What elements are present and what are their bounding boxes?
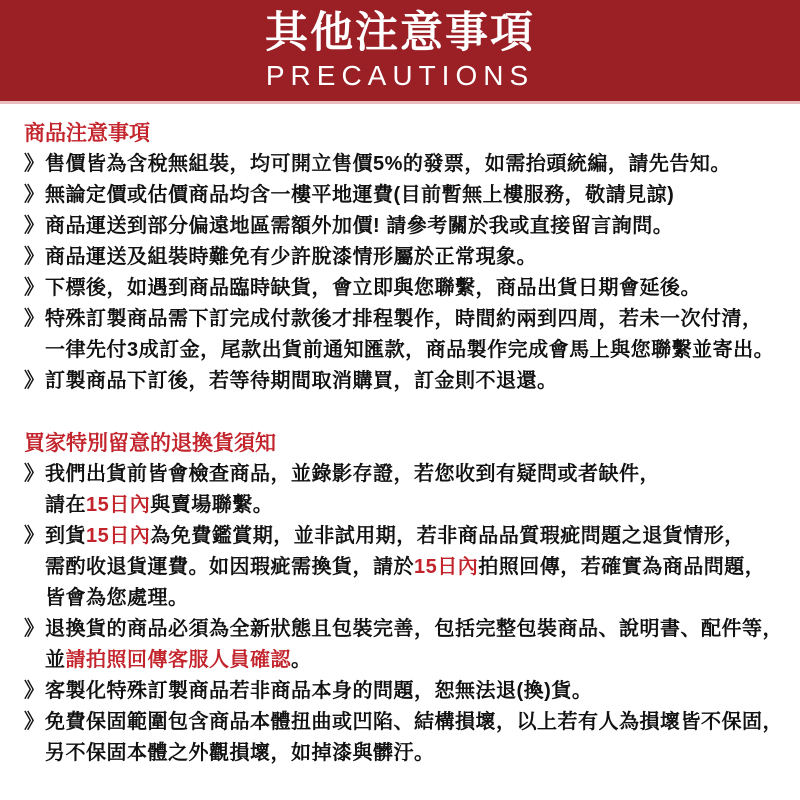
text-segment: 下標後，如遇到商品臨時缺貨，會立即與您聯繫，商品出貨日期會延後。 — [45, 277, 701, 299]
bullet-item — [24, 304, 784, 366]
banner — [0, 0, 800, 104]
bullet-marker-icon: 》 — [24, 308, 44, 330]
bullet-line — [45, 211, 784, 242]
bullet-lines — [45, 180, 784, 211]
bullet-line — [45, 521, 784, 552]
bullet-item — [24, 273, 784, 304]
bullet-lines — [45, 521, 784, 614]
text-segment: 客製化特殊訂製商品若非商品本身的問題，恕無法退(換)貨。 — [45, 680, 593, 702]
bullet-item — [24, 149, 784, 180]
text-segment: 一律先付3成訂金，尾款出貨前通知匯款，商品製作完成會馬上與您聯繫並寄出。 — [45, 339, 775, 361]
bullet-lines — [45, 242, 784, 273]
bullet-marker-icon: 》 — [24, 246, 44, 268]
bullet-item — [24, 180, 784, 211]
bullet-marker-icon: 》 — [24, 680, 44, 702]
text-segment: 特殊訂製商品需下訂完成付款後才排程製作，時間約兩到四周，若未一次付清， — [45, 308, 763, 330]
section-heading: 買家特別留意的退換貨須知 — [24, 432, 276, 455]
bullet-lines — [45, 211, 784, 242]
section — [24, 428, 784, 769]
bullet-lines — [45, 273, 784, 304]
bullet-line — [45, 180, 784, 211]
text-segment: 拍照回傳，若確實為商品問題， — [478, 556, 766, 578]
text-segment: 到貨 — [45, 525, 86, 547]
text-segment: 免費保固範圍包含商品本體扭曲或凹陷、結構損壞，以上若有人為損壞皆不保固， — [45, 711, 783, 733]
bullet-lines — [45, 149, 784, 180]
banner-title: 其他注意事項 — [265, 9, 535, 57]
bullet-line — [45, 676, 784, 707]
bullet-lines — [45, 676, 784, 707]
bullet-item — [24, 366, 784, 397]
text-segment: 與賣場聯繫。 — [150, 494, 274, 516]
text-segment: 無論定價或估價商品均含一樓平地運費(目前暫無上樓服務，敬請見諒) — [45, 184, 675, 206]
bullet-line — [45, 583, 784, 614]
highlighted-text: 請拍照回傳客服人員確認 — [65, 649, 291, 671]
bullet-marker-icon: 》 — [24, 153, 44, 175]
text-segment: 為免費鑑賞期，並非試用期，若非商品品質瑕疵問題之退貨情形， — [150, 525, 745, 547]
bullet-marker-icon: 》 — [24, 618, 44, 640]
bullet-marker-icon: 》 — [24, 184, 44, 206]
text-segment: 請在 — [45, 494, 86, 516]
text-segment: 需酌收退貨運費。如因瑕疵需換貨，請於 — [45, 556, 414, 578]
bullet-line — [45, 149, 784, 180]
bullet-marker-icon: 》 — [24, 215, 44, 237]
banner-subtitle: PRECAUTIONS — [265, 60, 535, 91]
text-segment: 並 — [45, 649, 66, 671]
section — [24, 118, 784, 397]
text-segment: 售價皆為含稅無組裝，均可開立售價5%的發票，如需抬頭統編，請先告知。 — [45, 153, 731, 175]
bullet-line — [45, 335, 784, 366]
bullet-line — [45, 738, 784, 769]
bullet-marker-icon: 》 — [24, 370, 44, 392]
highlighted-text: 15日內 — [414, 556, 479, 578]
text-segment: 商品運送及組裝時難免有少許脫漆情形屬於正常現象。 — [45, 246, 537, 268]
section-heading: 商品注意事項 — [24, 122, 150, 145]
text-segment: 。 — [291, 649, 312, 671]
bullet-item — [24, 707, 784, 769]
text-segment: 另不保固本體之外觀損壞，如掉漆與髒汙。 — [45, 742, 435, 764]
text-segment: 商品運送到部分偏遠地區需額外加價! 請參考關於我或直接留言詢問。 — [45, 215, 674, 237]
bullet-line — [45, 552, 784, 583]
bullet-line — [45, 707, 784, 738]
bullet-marker-icon: 》 — [24, 277, 44, 299]
bullet-lines — [45, 707, 784, 769]
bullet-line — [45, 366, 784, 397]
bullet-line — [45, 614, 784, 645]
bullet-item — [24, 614, 784, 676]
text-segment: 皆會為您處理。 — [45, 587, 189, 609]
bullet-marker-icon: 》 — [24, 463, 44, 485]
bullet-item — [24, 242, 784, 273]
content — [0, 104, 800, 769]
bullet-item — [24, 459, 784, 521]
bullet-lines — [45, 459, 784, 521]
text-segment: 我們出貨前皆會檢查商品，並錄影存證，若您收到有疑問或者缺件， — [45, 463, 660, 485]
bullet-item — [24, 676, 784, 707]
bullet-marker-icon: 》 — [24, 711, 44, 733]
bullet-item — [24, 521, 784, 614]
bullet-lines — [45, 304, 784, 366]
highlighted-text: 15日內 — [86, 525, 151, 547]
bullet-item — [24, 211, 784, 242]
bullet-line — [45, 242, 784, 273]
bullet-lines — [45, 614, 784, 676]
bullet-line — [45, 459, 784, 490]
bullet-line — [45, 490, 784, 521]
bullet-lines — [45, 366, 784, 397]
text-segment: 訂製商品下訂後，若等待期間取消購買，訂金則不退還。 — [45, 370, 558, 392]
text-segment: 退換貨的商品必須為全新狀態且包裝完善，包括完整包裝商品、說明書、配件等， — [45, 618, 783, 640]
bullet-line — [45, 273, 784, 304]
highlighted-text: 15日內 — [86, 494, 151, 516]
bullet-marker-icon: 》 — [24, 525, 44, 547]
bullet-line — [45, 304, 784, 335]
bullet-line — [45, 645, 784, 676]
